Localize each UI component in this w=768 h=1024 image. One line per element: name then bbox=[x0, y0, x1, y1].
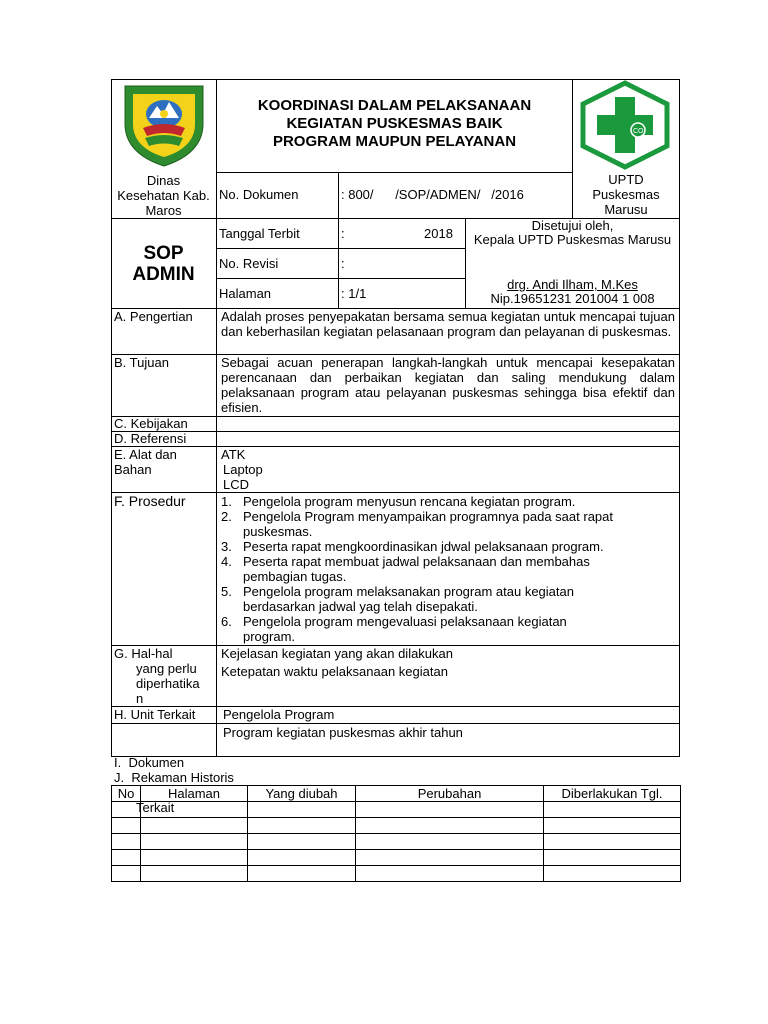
alat-label-line: Bahan bbox=[114, 462, 152, 477]
alat-label bbox=[114, 447, 177, 477]
unit-text: Pengelola Program bbox=[223, 707, 335, 722]
dokumen-label-line: Terkait bbox=[136, 800, 175, 815]
table-row bbox=[112, 866, 681, 882]
halaman-label: Halaman bbox=[219, 286, 272, 301]
divider bbox=[111, 723, 680, 724]
no-revisi-label: No. Revisi bbox=[219, 256, 279, 271]
prosedur-step bbox=[221, 614, 676, 644]
table-cell bbox=[356, 866, 544, 882]
table-cell bbox=[248, 850, 356, 866]
step-number: 6. bbox=[221, 614, 232, 629]
left-org-line: Maros bbox=[145, 203, 182, 218]
step-text: puskesmas. bbox=[243, 524, 313, 539]
table-cell bbox=[248, 818, 356, 834]
title-line: KOORDINASI DALAM PELAKSANAAN bbox=[257, 97, 532, 114]
table-header-row bbox=[112, 786, 681, 802]
step-text: pembagian tugas. bbox=[243, 569, 347, 584]
step-number: 2. bbox=[221, 509, 232, 524]
prosedur-step bbox=[221, 584, 676, 614]
prosedur-label: F. Prosedur bbox=[114, 493, 186, 509]
left-org-line: Kesehatan Kab. bbox=[117, 188, 210, 203]
divider bbox=[111, 431, 680, 432]
alat-item: ATK bbox=[221, 447, 246, 462]
alat-label-line: E. Alat dan bbox=[114, 447, 177, 462]
tujuan-label: B. Tujuan bbox=[114, 355, 169, 370]
halhal-label bbox=[114, 646, 200, 706]
table-cell bbox=[248, 866, 356, 882]
no-dokumen-value: : 800/ /SOP/ADMEN/ /2016 bbox=[341, 187, 524, 202]
table-row bbox=[112, 834, 681, 850]
halhal-label-line: diperhatika bbox=[136, 676, 200, 691]
tanggal-colon: : bbox=[341, 226, 345, 241]
step-text: Pengelola program menyusun rencana kegiatan program. bbox=[243, 494, 576, 509]
divider bbox=[111, 492, 680, 493]
prosedur-step bbox=[221, 509, 676, 539]
rekaman-title: J. Rekaman Historis bbox=[114, 770, 234, 785]
right-org-name bbox=[573, 172, 679, 217]
halhal-label-line: n bbox=[136, 691, 144, 706]
table-cell bbox=[248, 802, 356, 818]
table-cell bbox=[112, 850, 141, 866]
table-cell bbox=[544, 866, 681, 882]
left-org-name bbox=[112, 173, 215, 218]
alat-item: LCD bbox=[223, 477, 250, 492]
unit-label: H. Unit Terkait bbox=[114, 707, 196, 722]
divider bbox=[338, 172, 339, 309]
svg-text:CO: CO bbox=[633, 128, 644, 135]
pengertian-label: A. Pengertian bbox=[114, 309, 193, 324]
table-cell bbox=[356, 818, 544, 834]
step-text: Pengelola Program menyampaikan programnya pada saat rapat bbox=[243, 509, 613, 524]
table-cell bbox=[544, 834, 681, 850]
kabupaten-logo-icon bbox=[123, 80, 205, 168]
document-title bbox=[217, 97, 572, 151]
divider bbox=[111, 416, 680, 417]
tujuan-text: Sebagai acuan penerapan langkah-langkah untuk mencapai kesepakatan perencanaan dan perbaikan kegiatan dan saling mendukung dalam pelaksanaan program atau pelayanan puskesmas sehingga bisa efektif dan efisien. bbox=[221, 355, 675, 415]
left-org-line: Dinas bbox=[146, 173, 181, 188]
table-cell bbox=[141, 818, 248, 834]
table-cell bbox=[141, 802, 248, 818]
table-cell bbox=[356, 834, 544, 850]
table-row bbox=[112, 818, 681, 834]
column-header: Halaman bbox=[141, 786, 248, 802]
approval-line1: Disetujui oleh, bbox=[531, 218, 614, 233]
sop-label-line: ADMIN bbox=[132, 264, 195, 285]
right-org-line: Marusu bbox=[604, 202, 648, 217]
prosedur-step bbox=[221, 554, 676, 584]
referensi-label: D. Referensi bbox=[114, 431, 187, 446]
divider bbox=[216, 308, 217, 757]
approver-name: drg. Andi Ilham, M.Kes bbox=[507, 277, 638, 292]
halhal-label-line: yang perlu bbox=[136, 661, 197, 676]
pengertian-text: Adalah proses penyepakatan bersama semua kegiatan untuk mencapai tujuan dan keberhasilan kegiatan pelasanaan program dan pelayanan di puskesmas. bbox=[221, 309, 675, 339]
puskesmas-logo-icon bbox=[578, 80, 672, 170]
approver-nip: Nip.19651231 201004 1 008 bbox=[490, 291, 655, 306]
step-text: berdasarkan jadwal yag telah disepakati. bbox=[243, 599, 478, 614]
alat-item: Laptop bbox=[223, 462, 263, 477]
title-line: PROGRAM MAUPUN PELAYANAN bbox=[272, 133, 517, 150]
column-header: Yang diubah bbox=[248, 786, 356, 802]
table-cell bbox=[248, 834, 356, 850]
divider bbox=[216, 278, 465, 279]
table-cell bbox=[356, 802, 544, 818]
title-line: KEGIATAN PUSKESMAS BAIK bbox=[286, 115, 503, 132]
halhal-item: Ketepatan waktu pelaksanaan kegiatan bbox=[221, 664, 448, 679]
right-org-line: UPTD bbox=[608, 172, 644, 187]
halaman-value: : 1/1 bbox=[341, 286, 367, 301]
column-header: Perubahan bbox=[356, 786, 544, 802]
divider bbox=[111, 446, 680, 447]
table-cell bbox=[141, 866, 248, 882]
column-header: No bbox=[112, 786, 141, 802]
table-cell bbox=[544, 850, 681, 866]
table-row bbox=[112, 802, 681, 818]
step-number: 1. bbox=[221, 494, 232, 509]
table-cell bbox=[544, 818, 681, 834]
sop-admin-label bbox=[112, 243, 215, 285]
table-cell bbox=[356, 850, 544, 866]
kebijakan-label: C. Kebijakan bbox=[114, 416, 188, 431]
step-text: program. bbox=[243, 629, 296, 644]
table-cell bbox=[112, 818, 141, 834]
step-number: 5. bbox=[221, 584, 232, 599]
table-row bbox=[112, 850, 681, 866]
table-cell bbox=[112, 802, 141, 818]
divider bbox=[216, 172, 572, 173]
table-cell bbox=[141, 834, 248, 850]
rekaman-table bbox=[111, 785, 681, 882]
dokumen-label-line: I. Dokumen bbox=[114, 755, 185, 770]
dokumen-text: Program kegiatan puskesmas akhir tahun bbox=[223, 725, 463, 740]
divider bbox=[111, 706, 680, 707]
step-text: Pengelola program mengevaluasi pelaksanaan kegiatan bbox=[243, 614, 567, 629]
no-dokumen-label: No. Dokumen bbox=[219, 187, 299, 202]
halhal-item: Kejelasan kegiatan yang akan dilakukan bbox=[221, 646, 454, 661]
step-text: Peserta rapat membuat jadwal pelaksanaan dan membahas bbox=[243, 554, 590, 569]
prosedur-step bbox=[221, 539, 676, 554]
tanggal-terbit-label: Tanggal Terbit bbox=[219, 226, 300, 241]
step-text: Pengelola program melaksanakan program atau kegiatan bbox=[243, 584, 574, 599]
approval-line2: Kepala UPTD Puskesmas Marusu bbox=[473, 232, 672, 247]
step-number: 4. bbox=[221, 554, 232, 569]
table-cell bbox=[112, 866, 141, 882]
divider bbox=[216, 248, 465, 249]
halhal-label-line: G. Hal-hal bbox=[114, 646, 173, 661]
column-header: Diberlakukan Tgl. bbox=[544, 786, 681, 802]
prosedur-list bbox=[221, 494, 676, 644]
table-cell bbox=[112, 834, 141, 850]
table-cell bbox=[141, 850, 248, 866]
right-org-line: Puskesmas bbox=[592, 187, 660, 202]
no-revisi-value: : bbox=[341, 256, 345, 271]
tanggal-terbit-value: 2018 bbox=[424, 226, 453, 241]
table-cell bbox=[544, 802, 681, 818]
sop-label-line: SOP bbox=[143, 243, 184, 264]
step-number: 3. bbox=[221, 539, 232, 554]
step-text: Peserta rapat mengkoordinasikan jdwal pelaksanaan program. bbox=[243, 539, 604, 554]
prosedur-step bbox=[221, 494, 676, 509]
